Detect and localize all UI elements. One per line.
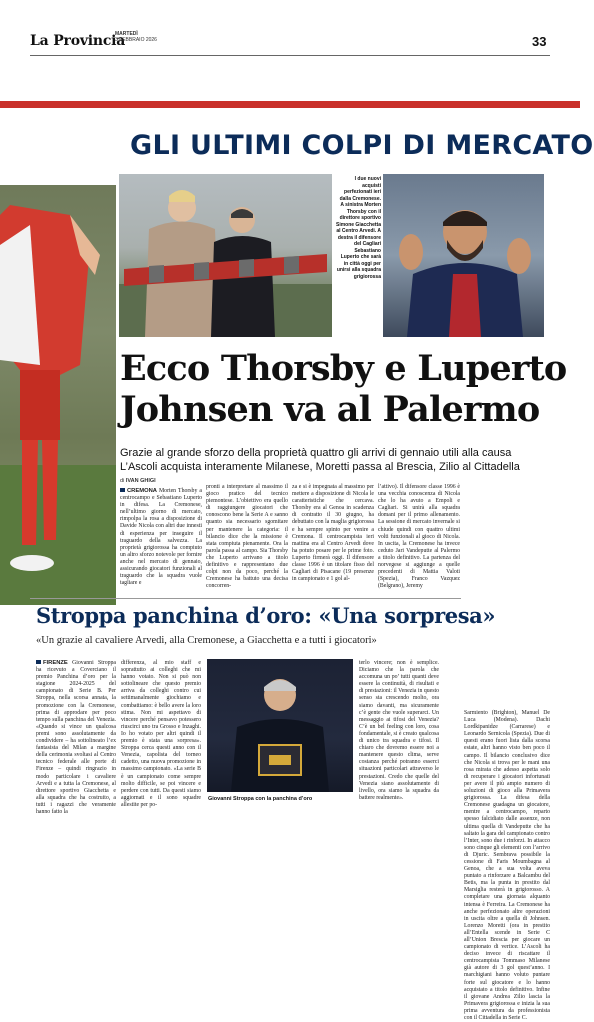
- page-number: 33: [532, 34, 547, 49]
- stroppa-illustration: [207, 659, 353, 792]
- date: 3 FEBBRAIO 2026: [115, 37, 157, 43]
- section-color-bar: [0, 101, 580, 108]
- column-text: Sarmiento (Brighton), Manuel De Luca (Modena). Dachi Lordkipanidze (Carrarese) e Leonardo Sernicola (Spezia). Due di questi erano fuori lista dalla scorsa estate, altri hanno visto ben poco il campo. Il bilancio conclusivo dice che Nicola si trova per le mani una rosa mirata che adesso aspetta solo di recuperare i giocatori infortunati per avere il più ampio numero di soluzioni di gioco alla Primavera grigiorossa. La difesa della Cremonese guadagna un giocatore, mentre a centrocampo, reparto spesso falcidiato dalle assenze, non ultima quella di Vandeputte che ha saltato la gara del campionato contro l’Inter, sono due i rinforzi. In attacco sono cinque gli elementi con l’arrivo di Djuric. Sembrava possibile la cessione di Faris Moumbagna al Genoa, che a sua volta aveva puntato a rinforzare a Balcambu del Betis, ma la punta in prestito dal Marsiglia resterà in grigiorosso. A completare una giornata alquanto intensa è Ferreira. La Cremonese ha anche perfezionato altre operazioni in uscita oltre a quella di Johnsen. Lorenzo Moretti (ora in prestito all’Entella scende in Serie C all’Union Brescia per giocare un campionato di vertice. L’Ascoli ha deciso invece di riscattare il centrocampista Tommaso Milanese già autore di 3 gol quest’anno. I marchigiani hanno voluto puntare forte sul giocatore e lo hanno acquistato a titolo definitivo. Infine il giovane Andrea Zilio lascia la Primavera grigiorossa e inizia la sua prima avventura da professionista con il Cittadella in Serie C.: [464, 710, 550, 1022]
- article-column-2: pronti a interpretare al massimo il gioco pratico del tecnico piemontese. L’obiettivo era quello di raggiungere giocatori che conoscono bene la Serie A e sanno quanto sia necessario sgomitare per mantenere la categoria: il bilancio dice che la missione è stata compiuta pienamente. Ora la parola passa al campo. Sia Thorsby che Luperto arrivano a titolo definitivo e rappresentano due colpi non da poco, perché la Cremonese ha battuto una decisa concorren-: [206, 484, 288, 590]
- article-column-1: [120, 488, 202, 596]
- masthead: La Provincia: [30, 33, 126, 49]
- photo-thorsby-giacchetta: [119, 174, 332, 337]
- main-headline: [120, 348, 567, 430]
- article-column-3: za e si è impegnata al massimo per mettere a disposizione di Nicola le caratteristiche che cercava. Thorsby era al Genoa in scadenza di contratto il 30 giugno, ha debuttato con la maglia grigiorossa e ha sempre spinto per venire a Cremona. Il centrocampista ieri mattina era al Centro Arvedi dove ha potuto posare per le prime foto. Luperto firmerà oggi. Il difensore classe 1996 è un titolare fisso del Cagliari di Pisacane (19 presenze in campionato e 1 gol al-: [292, 484, 374, 583]
- photo-luperto: [383, 174, 544, 337]
- column-text: Morten Thorsby a centrocampo e Sebastiano Luperto in difesa. La Cremonese, nell’ultimo giorno di mercato, rimpolpa la rosa a disposizione di Davide Nicola con altri due innesti di esperienza per inseguire il traguardo della salvezza. La proprietà grigiorossa ha compiuto un altro sforzo notevole per fornire anche nel mercato di gennaio, assicurando giocatori funzionali al traguardo che la squadra vuole tagliare e: [120, 488, 202, 587]
- stroppa-column-3: terlo vincere; non è semplice. Diciamo che la parola che accomuna un po’ tutti quanti deve essere la continuità, di risultati e di prestazioni: il Venezia in questo senso sta crescendo molto, ora siamo davanti, ma sicuramente c’è gente che vuole superarci. Un messaggio ai tifosi del Venezia? C’è un bel feeling con loro, cosa fondamentale, si è creato qualcosa di unico tra squadra e tifosi. Il chiaro che dovremo essere noi a mantenere questo clima, serve costanza perché potranno esserci situazioni particolari attraverso le prestazioni. Credo che quelle del Venezia siano assolutamente di livello, ora siamo la squadra da battere realmente».: [359, 660, 439, 801]
- stroppa-headline: Stroppa panchina d’oro: «Una sorpresa»: [36, 603, 496, 628]
- page-header: [0, 0, 580, 49]
- byline: [120, 478, 156, 484]
- stroppa-photo-caption: Giovanni Stroppa con la panchina d’oro: [208, 796, 313, 802]
- column-text: Giovanni Stroppa ha ricevuto a Coverciano il premio Panchina d’oro per la stagione 2024-2025 del campionato di Serie B. Per Stroppa, nella scorsa annata, la promozione con la Cremonese, prima di approdare per poco tempo sulla panchina del Venezia. «Quando si vince un qualcosa premi sono assolutamente da condividere – ha sottolineato l’ex fantasista del Milan a margine della cerimonia svoltasi al Centro tecnico federale alle porte di Firenze – quindi ringrazio in modo particolare i cavaliere Arvedi e a tutta la Cremonese, al direttore sportivo Giacchetta e alla squadra che ha costruito, a tutti i ragazzi che veramente hanno fatto la: [36, 660, 117, 815]
- headline-line-2: Johnsen va al Palermo: [120, 389, 540, 430]
- dateline: [115, 31, 157, 43]
- section-title: GLI ULTIMI COLPI DI MERCATO: [130, 130, 594, 161]
- byline-author: IVAN GHIGI: [125, 478, 156, 484]
- luperto-illustration: [383, 174, 544, 337]
- photo-cremonese-player: [0, 185, 116, 605]
- lead-place: CREMONA: [127, 488, 157, 494]
- stroppa-subtitle: «Un grazie al cavaliere Arvedi, alla Cremonese, a Giacchetta e a tutti i giocatori»: [36, 635, 377, 646]
- stroppa-column-2: differenza, al mio staff e soprattutto ai colleghi che mi hanno votato. Non si può non sottolineare che questo premio arriva da colleghi contro cui settimanalmente giochiamo e combattiamo: è bello avere la loro stima. Non mi aspettavo di vincere perché pensavo potessero riuscirci uno tra Grosso e Inzaghi. Io ho votato per altri quindi il premio è stata una sorpresa». Stroppa cerca questi anno con il Venezia, capolista del torneo cadetto, una nuova promozione in massimo campionato. «La serie B è un campionato come sempre molto difficile, se poi vincere e perdere con tutti. Da questi siamo aggiornati e il sono squadre allestite per po-: [121, 660, 201, 808]
- article-summary: Grazie al grande sforzo della proprietà quattro gli arrivi di gennaio utili alla causa L’Ascoli acquista interamente Milanese, Moretti passa al Brescia, Zilio al Cittadella: [120, 447, 520, 473]
- lead-place: FIRENZE: [43, 660, 68, 666]
- headline-line-1: Ecco Thorsby e Luperto: [120, 348, 567, 389]
- lead-square-icon: [120, 488, 125, 492]
- duo-illustration: [119, 174, 332, 337]
- section-divider: [30, 598, 461, 599]
- photo-caption-side: I due nuovi acquisti perfezionati ieri dalla Cremonese. A sinistra Morten Thorsby con il direttore sportivo Simone Giacchetta al Centro Arvedi. A destra il difensore del Cagliari Sebastiano Luperto che sarà in città oggi per unirsi alla squadra grigiorossa: [335, 176, 381, 280]
- stroppa-column-1: [36, 660, 117, 815]
- player-figure-illustration: [0, 185, 116, 605]
- article-column-5: [464, 598, 550, 1022]
- article-column-4: l’attivo). Il difensore classe 1996 è una vecchia conoscenza di Nicola che lo ha avuto a Empoli e Cagliari. Si unirà alla squadra domani per il primo allenamento. La sessione di mercato invernale si chiude quindi con quattro ultimi volti funzionali al gioco di Nicola. In uscita, la Cremonese ha invece ceduto Jari Vandeputte al Palermo a titolo definitivo. La partenza del norvegese si aggiunge a quelle precedenti di Mattia Valoti (Spezia), Franco Vazquez (Belgrano), Jeremy: [378, 484, 460, 590]
- weekday: MARTEDÌ: [115, 31, 138, 37]
- header-divider: [30, 55, 550, 56]
- byline-prefix: di: [120, 478, 125, 484]
- lead-square-icon: [36, 660, 41, 664]
- photo-stroppa: [207, 659, 353, 792]
